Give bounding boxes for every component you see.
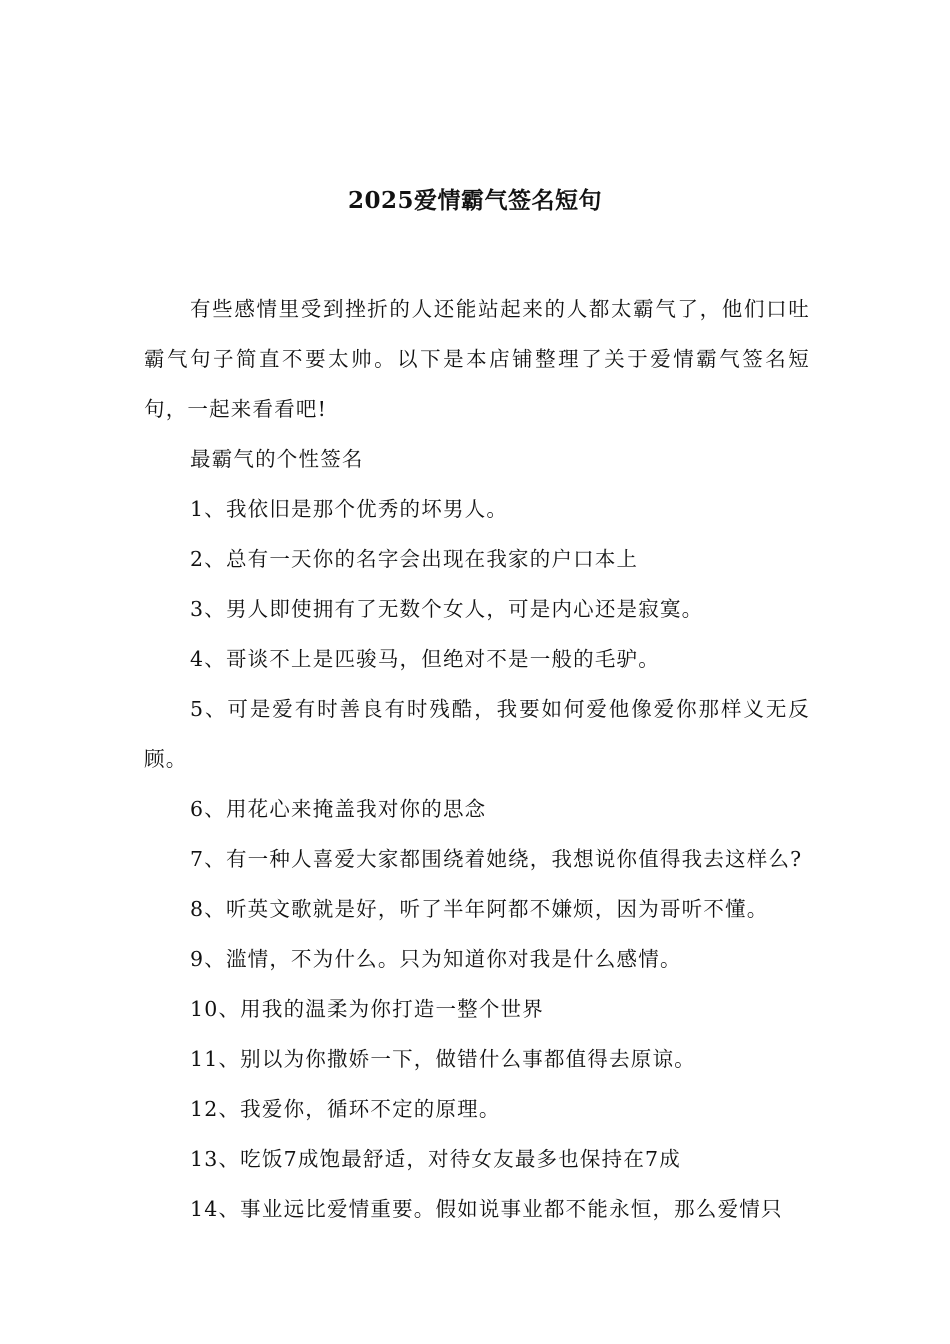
list-item: 14、事业远比爱情重要。假如说事业都不能永恒，那么爱情只 [190, 1197, 783, 1221]
list-item: 11、别以为你撒娇一下，做错什么事都值得去原谅。 [190, 1047, 696, 1071]
list-item: 10、用我的温柔为你打造一整个世界 [190, 997, 544, 1021]
list-item: 5、可是爱有时善良有时残酷，我要如何爱他像爱你那样义无反顾。 [144, 697, 810, 771]
section-heading: 最霸气的个性签名 [190, 447, 364, 471]
intro-paragraph: 有些感情里受到挫折的人还能站起来的人都太霸气了，他们口吐霸气句子简直不要太帅。以下是本店铺整理了关于爱情霸气签名短句，一起来看看吧! [144, 297, 810, 421]
document-title: 2025爱情霸气签名短句 [347, 187, 602, 214]
list-item: 13、吃饭7成饱最舒适，对待女友最多也保持在7成 [190, 1147, 681, 1171]
list-item: 6、用花心来掩盖我对你的思念 [190, 797, 487, 821]
list-item: 7、有一种人喜爱大家都围绕着她绕，我想说你值得我去这样么? [190, 847, 803, 871]
document-body [144, 284, 810, 1234]
list-item: 3、男人即使拥有了无数个女人，可是内心还是寂寞。 [190, 597, 704, 621]
list-item: 1、我依旧是那个优秀的坏男人。 [190, 497, 509, 521]
list-item: 4、哥谈不上是匹骏马，但绝对不是一般的毛驴。 [190, 647, 660, 671]
list-item: 12、我爱你，循环不定的原理。 [190, 1097, 501, 1121]
list-item: 2、总有一天你的名字会出现在我家的户口本上 [190, 547, 639, 571]
list-item: 8、听英文歌就是好，听了半年阿都不嫌烦，因为哥听不懂。 [190, 897, 769, 921]
list-item: 9、滥情，不为什么。只为知道你对我是什么感情。 [190, 947, 682, 971]
